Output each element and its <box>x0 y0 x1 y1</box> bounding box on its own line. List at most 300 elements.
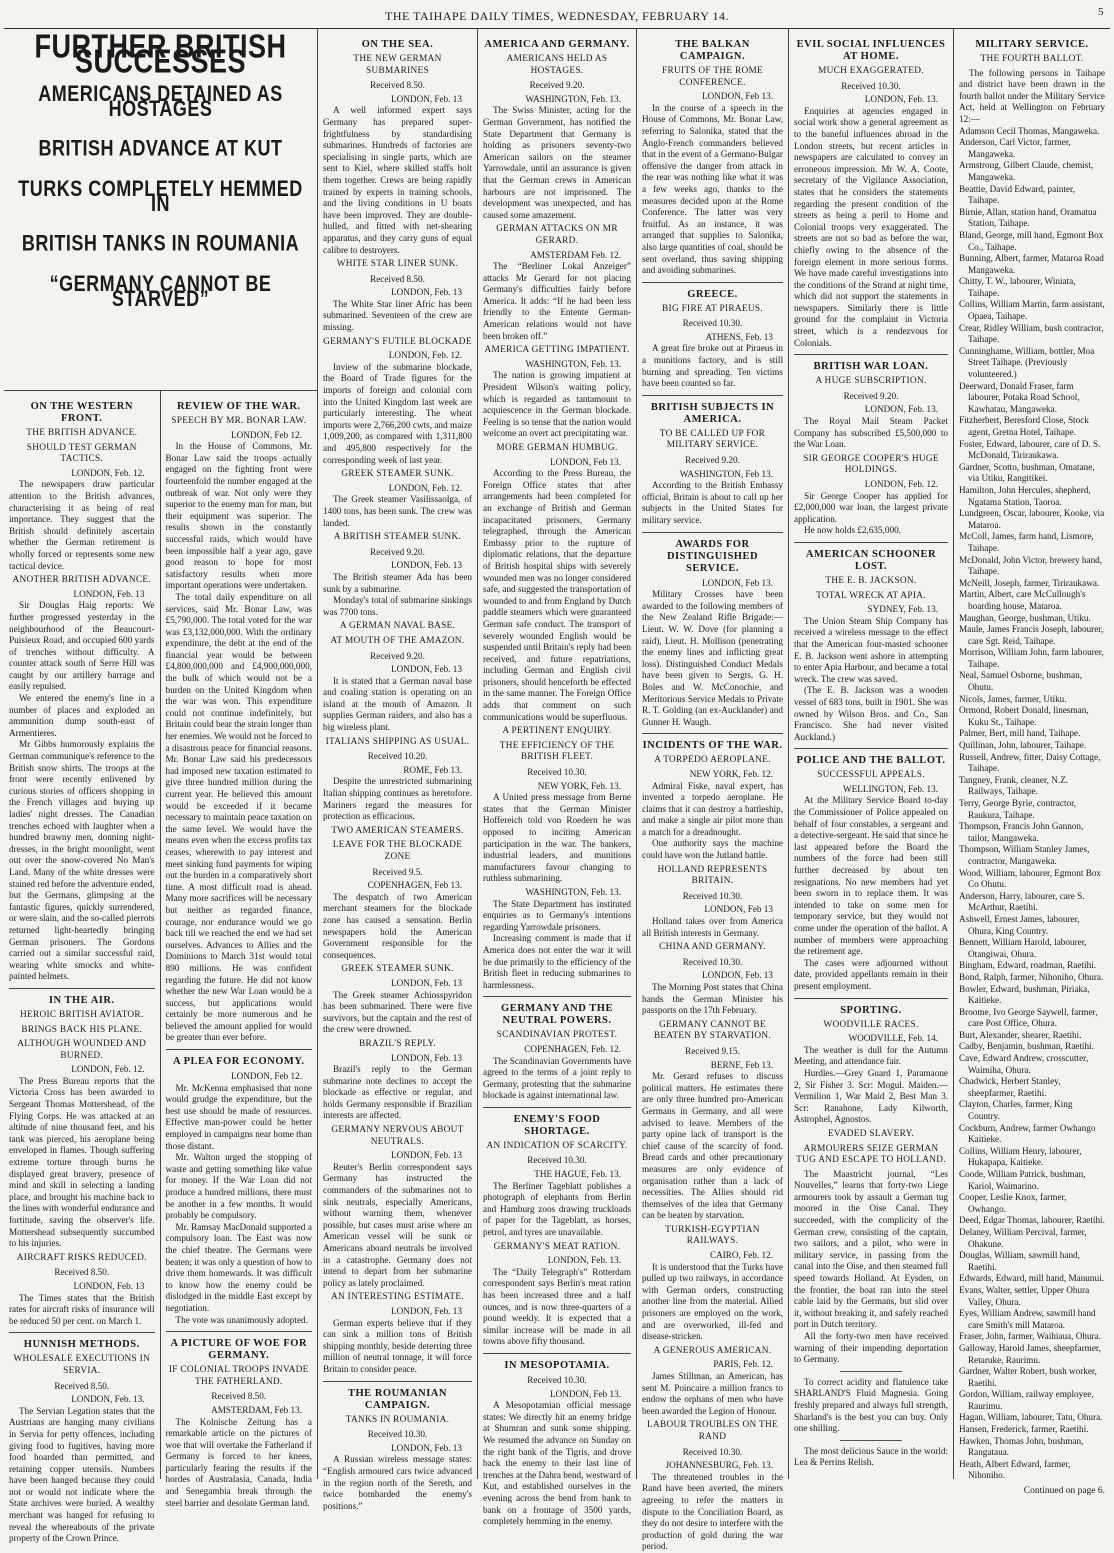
ballot-name-entry: Thompson, William Stanley James, contractor, Mangaweka. <box>959 844 1090 866</box>
received-time: Received 10.30. <box>682 890 743 901</box>
paragraph: Sir Douglas Haig reports: We further progressed yesterday in the neighbourhood of the Beaucourt-Puisieux Road, and occupied 600 yards of trenches without difficulty. A counter attack south of Serre Hill was caught by our artillery barrage and easily repulsed. <box>9 600 155 692</box>
divider <box>9 988 155 989</box>
ballot-name-entry: Gordon, William, railway employee, Raurimu. <box>959 1389 1094 1411</box>
article-heading: A PICTURE OF WOE FOR GERMANY. <box>170 1338 308 1362</box>
article-heading: HUNNISH METHODS. <box>23 1339 140 1351</box>
paragraph: Increasing comment is made that if America does not enter the war it will be due primarily to the efficiency of the British fleet in reducing submarines to harmlessness. <box>483 933 631 990</box>
paragraph: Holland takes over from America all British interests in Germany. <box>642 916 783 938</box>
ballot-name-entry: Fraser, John, farmer, Waihiaua, Ohura. <box>959 1331 1101 1342</box>
dateline: LONDON, Feb. 13 <box>391 1150 462 1161</box>
ballot-name-entry: Neal, Samuel Osborne, bushman, Ohutu. <box>959 670 1082 693</box>
page-number: 5 <box>1098 6 1104 18</box>
subheading: THE NEW GERMAN SUBMARINES <box>353 54 442 76</box>
subheading: TANKS IN ROUMANIA. <box>345 1414 450 1425</box>
ballot-name-entry: Armstrong, Gilbert Claude, chemist, Mangaweka. <box>959 160 1094 182</box>
ballot-name-entry: Hamilton, John Hercules, shepherd, Ngatama Station, Taoroa. <box>959 484 1091 507</box>
dateline: LONDON, Feb 13. <box>702 91 773 102</box>
article-heading: A PLEA FOR ECONOMY. <box>172 1056 305 1068</box>
dateline: LONDON, Feb. 13 <box>391 560 462 571</box>
ballot-name-entry: Hansen, Frederick, farmer, Raetihi. <box>959 1424 1089 1435</box>
subheading: GERMANY CANNOT BE BEATEN BY STARVATION. <box>653 1019 772 1042</box>
received-time: Received 9.20. <box>370 546 425 557</box>
dateline: LONDON, Feb. 13 <box>73 588 145 599</box>
dateline: CAIRO, Feb. 12. <box>709 1250 773 1261</box>
ballot-name-entry: Wood, William, labourer, Egmont Box Co Ohutu. <box>959 867 1102 890</box>
subheading: A HUGE SUBSCRIPTION. <box>815 376 927 387</box>
ballot-name-entry: Burt, Alexander, shearer, Raetihi. <box>959 1029 1082 1040</box>
received-time: Received 10.30. <box>682 956 743 967</box>
divider <box>9 1332 155 1333</box>
paragraph: The despatch of two American merchant steamers for the blockade zone has caused a sensation. Berlin newspapers hold the American Government responsible for the consequences. <box>323 891 472 960</box>
dateline: AMSTERDAM, Feb 13. <box>211 1404 302 1415</box>
received-time: Received 8.50. <box>54 1380 110 1391</box>
subheading: A TORPEDO AEROPLANE. <box>654 755 771 766</box>
ballot-name-entry: Thompson, Francis John Gannon, tailor, Mangaweka. <box>959 821 1084 843</box>
ballot-name-entry: Eyes, William Andrew, sawmill hand care Smith's mill Mataroa. <box>959 1308 1096 1330</box>
paragraph: It is stated that a German naval base and coaling station is operating on an island at the mouth of Amazon. It supplies German raiders, and also has a big wireless plant. <box>323 675 472 733</box>
received-time: Received 10.20. <box>367 751 428 762</box>
column-america-germany <box>478 29 637 1527</box>
subheading: MUCH EXAGGERATED. <box>818 66 924 76</box>
ballot-name-entry: Douglas, William, sawmill hand, Raetihi. <box>959 1250 1080 1272</box>
paragraph: The following persons in Taihape and district have been drawn in the fourth ballot under the Military Service Act, held at Wellington on February 12:— <box>959 67 1105 124</box>
dateline: LONDON, Feb. 13. <box>71 1394 145 1405</box>
paragraph: The Berliner Tageblatt publishes a photograph of elephants from Berlin and Hamburg zoos drawing truckloads of paper for the Tageblatt, as horses, petrol, and tyres are unavailable. <box>483 1180 631 1238</box>
subheading: WHITE STAR LINER SUNK. <box>336 259 459 270</box>
ballot-name-entry: Cunninghame, William, bottler, Moa Street Taihape. (Previously volunteered.) <box>959 345 1095 380</box>
paragraph: Despite the unrestricted submarining Italian shipping continues as heretofore. Mariners regard the measures for protection as efficacious. <box>323 776 472 822</box>
ballot-name-entry: Cadby, Benjamin, bushman, Raetihi. <box>959 1041 1094 1052</box>
divider <box>794 354 948 355</box>
dateline: LONDON, Feb 13 <box>704 904 773 915</box>
paragraph: A Russian wireless message states: “English armoured cars twice advanced in the region north of the Sereth, and twice bombarded the enemy's positions.” <box>323 1454 472 1511</box>
subheading: GERMANY'S FUTILE BLOCKADE <box>323 336 472 347</box>
subheading: AMERICA GETTING IMPATIENT. <box>484 345 630 356</box>
paragraph: Brazil's reply to the German submarine note declines to accept the blockade as effective or regular, and holds Germany responsible if Brazilian interests are affected. <box>323 1064 472 1121</box>
column-review-of-war <box>161 391 318 1508</box>
subheading: BRAZIL'S REPLY. <box>359 1038 436 1049</box>
subheading: MORE GERMAN HUMBUG. <box>496 443 618 453</box>
subheading: THE E. B. JACKSON. <box>825 575 917 586</box>
subheading: AN INTERESTING ESTIMATE. <box>331 1292 464 1303</box>
subheading: A PERTINENT ENQUIRY. <box>502 726 612 737</box>
paragraph: The vote was unanimously adopted. <box>175 1314 308 1325</box>
divider <box>840 1440 902 1441</box>
masthead <box>4 4 1110 29</box>
article-heading: MILITARY SERVICE. <box>975 39 1089 50</box>
article-heading: REVIEW OF THE WAR. <box>176 401 301 412</box>
paragraph: The Morning Post states that China hands the German Minister his passports on the 17th February. <box>642 982 783 1016</box>
dateline: LONDON, Feb. 13. <box>547 1255 621 1266</box>
ballot-name-entry: Beattie, David Edward, painter, Taihape. <box>959 183 1075 206</box>
dateline: LONDON, Feb 13. <box>550 1388 621 1399</box>
paragraph: The White Star liner Afric has been submarined. Seventeen of the crew are missing. <box>323 298 472 333</box>
divider <box>483 1107 631 1108</box>
received-time: Received 9.20. <box>843 390 899 401</box>
ballot-name-entry: Bennett, William Harold, labourer, Otangiwai, Ohura. <box>959 937 1087 959</box>
dateline: LONDON, Feb. 13 <box>391 1052 462 1063</box>
ballot-name-entry: Gardner, Scotto, bushman, Omatane, via Utiku, Rangitikei. <box>959 461 1095 484</box>
paragraph: James Stillman, an American, has sent M. Poincaire a million francs to endow the orphans of men who have been awarded the Legion of Honour. <box>642 1371 783 1416</box>
ballot-name-entry: Maule, James Francis Joseph, labourer, care Sgt. Reid, Taihape. <box>959 624 1104 646</box>
column-on-the-sea <box>318 29 478 1511</box>
dateline: LONDON, Feb. 12. <box>864 479 938 489</box>
paragraph: A great fire broke out at Piraeus in a munitions factory, and is still burning and spreading. Ten victims have been counted so far. <box>642 343 783 389</box>
article-heading: BRITISH SUBJECTS IN AMERICA. <box>650 401 775 425</box>
subheading: FRUITS OF THE ROME CONFERENCE. <box>661 66 764 88</box>
divider <box>794 748 948 749</box>
subheading: AT MOUTH OF THE AMAZON. <box>330 635 465 646</box>
paragraph: The Greek steamer Vasilissaolga, of 1400 tons, has been sunk. The crew was landed. <box>323 494 472 528</box>
article-heading: POLICE AND THE BALLOT. <box>796 755 946 767</box>
ballot-name-entry: Palmer, Bert, mill hand, Taihape. <box>959 728 1081 739</box>
subheading: ANOTHER BRITISH ADVANCE. <box>12 575 151 586</box>
paragraph: The “Berliner Lokal Anzeiger” attacks Mr Gerard for not placing Germany's difficulties fairly before America. It adds: “If he had been less friendly to the Entente German-American relations would not have been broken off.” <box>483 261 631 341</box>
article-heading: AMERICA AND GERMANY. <box>484 39 630 50</box>
paragraph: The Swiss Minister, acting for the German Government, has notified the State Department that Germany is holding as prisoners seventy-two American sailors on the steamer Yarrowdale, until an assurance is given that the German crews in American harbours are not imprisoned. The development was unexpected, and has caused some amazement. <box>483 105 631 220</box>
paragraph: At the Military Service Board to-day the Commissioner of Police appealed on behalf of four constables, a sergeant and a detective-sergeant. He said that since he last appeared before the Board the numbers of the force had been still further decreased by about ten resignations. No new members had yet been sworn in to replace them. It was intended to take on some men for temporary service, but they would not come under the operation of the ballot. A number of members were approaching the retirement age. <box>794 795 948 957</box>
received-time: Received 10.30. <box>682 1446 743 1457</box>
ballot-name-entry: McNeill, Joseph, farmer, Tiriraukawa. <box>959 577 1100 588</box>
ballot-name-entry: Bowler, Edward, bushman, Piriaka, Kaitieke. <box>959 983 1090 1006</box>
paragraph: A Mesopotamian official message states: We directly hit an enemy bridge at Shumran and sunk some shipping. We resumed the advance on Sunday on the right bank of the Tigris, and drove back the enemy to their last line of trenches at the Dahra bend, westward of Kut, and established ourselves in the evening across the bend from bank to bank on a frontage of 3500 yards, completely hemming in the enemy. <box>483 1400 631 1527</box>
article-heading: EVIL SOCIAL INFLUENCES AT HOME. <box>796 39 946 62</box>
subheading: GERMAN ATTACKS ON MR GERARD. <box>496 224 618 246</box>
headline-main: FURTHER BRITISH SUCCESSES <box>34 27 287 80</box>
dateline: THE HAGUE, Feb. 13. <box>534 1169 621 1180</box>
dateline: LONDON, Feb. 13 <box>391 664 462 675</box>
received-time: Received 10.30. <box>527 1374 587 1385</box>
dateline: COPENHAGEN, Feb 13. <box>367 880 462 891</box>
headline-block <box>4 29 317 391</box>
paragraph: Monday's total of submarine sinkings was 7700 tons. <box>323 595 472 617</box>
divider <box>794 542 948 543</box>
column-social-influences <box>789 29 954 1479</box>
ballot-name-entry: Evans, Walter, settler, Upper Ohura Valley, Ohura. <box>959 1284 1090 1307</box>
ballot-name-list <box>959 126 1105 1482</box>
divider <box>642 733 783 734</box>
subheading: ARMOURERS SEIZE GERMAN TUG AND ESCAPE TO HOLLAND. <box>796 1143 946 1166</box>
dateline: LONDON, Feb. 12. <box>71 1064 145 1075</box>
subheading: LABOUR TROUBLES ON THE RAND <box>647 1420 778 1442</box>
ballot-name-entry: Anderson, Harry, labourer, care S. McArthur, Raetihi. <box>959 890 1085 913</box>
paragraph: It is understood that the Turks have pulled up two railways, in accordance with German orders, constructing another line from the material. Allied prisoners are employed on the work, and are overworked, ill-fed and disease-stricken. <box>642 1261 783 1342</box>
dateline: PARIS, Feb. 12. <box>713 1359 773 1370</box>
paragraph: The Times states that the British rates for aircraft risks of insurance will be reduced 50 per cent. on March 1. <box>9 1292 155 1326</box>
paragraph: The nation is growing impatient at President Wilson's waiting policy, which is regarded as tantamount to acquiescence in the German blockade. Feeling is so tense that the nation would welcome an overt act precipitating war. <box>483 370 631 439</box>
article-heading: THE ROUMANIAN CAMPAIGN. <box>348 1387 447 1411</box>
divider <box>483 996 631 997</box>
ballot-name-entry: Cave, Edward Andrew, crosscutter, Waimiha, Ohura. <box>959 1053 1089 1075</box>
article-heading: THE BALKAN CAMPAIGN. <box>675 39 750 62</box>
divider <box>166 1331 313 1332</box>
divider <box>642 395 783 396</box>
paragraph: Enquiries at agencies engaged in social work show a general agreement as to the baneful influences abroad in the London streets, but recent articles in newspapers are calculated to convey an erroneous impression. Mr W. A. Coote, secretary of the Vigilance Association, states that he considers the statements regarding the present condition of the streets as being a peril to Home and Colonial troops very exaggerated. The streets are not so bad as before the war, chiefly owing to the absence of the foreign element in more serious forms. We have made careful investigations into the conditions of the Strand at night time, which did not support the statements in newspapers. Similarly there is little ground for the complaint in Victoria street, which is a rendezvous for Colonials. <box>794 105 948 348</box>
subheading: A GERMAN NAVAL BASE. <box>339 621 456 632</box>
headline-deck: AMERICANS DETAINED AS HOSTAGES <box>38 81 283 121</box>
paragraph: Mr Gibbs humorously explains the German communique's reference to the British snow shirts. The troops at the front were recently enlivened by curious stories of officers shopping in the French villages and buying up ladies' night dresses. The Canadian trenches echoed with laughter when a hundred brawny men, donning night-dresses, in the bright moonlight, went out over the snow-covered No Man's Land. Many of the white dresses were stained red before the adventure ended, but the Germans, glimpsing at the fantastic figures, quickly surrendered, or were slain, and the so-called pierrots returned light-heartedly bringing German prisoners. The Gordons carried out a similar successful raid, wearing white smocks and white-painted helmets. <box>9 739 155 982</box>
subheading: TWO AMERICAN STEAMERS. <box>331 825 464 836</box>
subheading: SIR GEORGE COOPER'S HUGE HOLDINGS. <box>803 453 939 476</box>
subheading: CHINA AND GERMANY. <box>659 942 766 953</box>
subheading: WOODVILLE RACES. <box>823 1019 919 1030</box>
ballot-name-entry: Martin, Albert, care McCullough's boarding house, Mataroa. <box>959 589 1086 611</box>
headline-deck: “GERMANY CANNOT BE STARVED” <box>49 270 272 311</box>
column-military-service <box>954 29 1110 1497</box>
paragraph: According to the Press Bureau, the Foreign Office states that after arrangements had been completed for an exchange of British and German incapacitated prisoners, Germany telegraphed, through the American Embassy prior to the rupture of diplomatic relations, that the departure of British hospital ships with severely wounded men was no longer considered safe, and suggested the transportation of wounded to and from England by Dutch paddle steamers which were guaranteed German safe conduct. The transport of severely wounded English would be suspended until Britain's reply had been received, and future repatriations, including German and English civil prisoners, should henceforth be effected in the same manner. The Foreign Office adds that comment on such communications would be superfluous. <box>483 468 631 722</box>
column-balkan-campaign <box>637 29 789 1552</box>
subheading: A GENEROUS AMERICAN. <box>653 1345 772 1356</box>
article-heading: SPORTING. <box>840 1004 902 1016</box>
paragraph: The Scandinavian Governments have agreed to the terms of a joint reply to Germany, protesting that the submarine blockade is against international law. <box>483 1055 631 1101</box>
article-heading: GREECE. <box>687 288 738 300</box>
paragraph: Mr. Gerard refuses to discuss political matters. He estimates there are only three hundred pro-American Germans in Germany, and all were advised to leave. Members of the party opine lack of transport is the chief cause of the scarcity of food. Bread cards and other precautionary measures are only evidence of organisation rather than a lack of necessities. The Allies should rid themselves of the idea that Germany can be beaten by starvation. <box>642 1071 783 1221</box>
paragraph: We entered the enemy's line in a number of places and exploded an ammunition dump south-east of Armentieres. <box>9 693 155 738</box>
paragraph: The newspapers draw particular attention to the British advances, characterising it as being of real importance. They suggest that the British should definitely ascertain whether the German retirement is wholly forced or represents some new tactical device. <box>9 479 155 571</box>
dateline: WASHINGTON, Feb 13. <box>679 468 773 479</box>
subheading: THE FOURTH BALLOT. <box>980 54 1084 64</box>
paragraph: The British steamer Ada has been sunk by a submarine. <box>323 571 472 594</box>
ballot-name-entry: Ormond, Robert Donald, linesman, Kuku St., Taihape. <box>959 705 1089 727</box>
ballot-name-entry: Gardner, Walter Robert, bush worker, Raetihi. <box>959 1366 1097 1388</box>
ballot-name-entry: Edwards, Edward, mill hand, Manunui. <box>959 1273 1104 1284</box>
ballot-name-entry: Quillinan, John, labourer, Taihape. <box>959 740 1087 751</box>
ballot-name-entry: Cooper, Leslie Knox, farmer, Owhango. <box>959 1192 1067 1214</box>
received-time: Received 8.50. <box>211 1391 267 1402</box>
received-time: Received 9.20. <box>529 80 585 91</box>
paragraph: Reuter's Berlin correspondent says Germany has instructed the commanders of the submarines not to sink neutrals, especially Americans, without warning them, whenever possible, but cases must arise where an American vessel will be sunk or Americans aboard neutrals be involved in a catastrophe. Germany does not intend to depart from her submarine policy as lately proclaimed. <box>323 1161 472 1288</box>
ballot-name-entry: Chitty, T. W., labourer, Winiata, Taihape. <box>959 276 1076 298</box>
ballot-name-entry: Collins, William Martin, farm assistant, Opaea, Taihape. <box>959 299 1105 322</box>
subheading: AMERICANS HELD AS HOSTAGES. <box>506 54 608 76</box>
advertisement: To correct acidity and flatulence take SHARLAND'S Fluid Magnesia. Going freshly prepared and always full strength, Sharland's is the best you can buy. Only one shilling. <box>794 1376 948 1434</box>
dateline: LONDON, Feb 12. <box>231 1071 302 1082</box>
paragraph: He now holds £2,635,000. <box>804 525 901 536</box>
subheading: EVADED SLAVERY. <box>827 1128 915 1139</box>
paragraph: The Kolnische Zeitung has a remarkable article on the pictures of woe that will overtake the Fatherland if Germany is forced to her knees, particularly fearing the results if the hordes of Australasia, Canada, India and Senegambia break through the steel barrier and desolate German land. <box>165 1416 312 1508</box>
subheading: ALTHOUGH WOUNDED AND BURNED. <box>17 1039 147 1061</box>
subheading: TURKISH-EGYPTIAN RAILWAYS. <box>665 1224 760 1247</box>
ballot-name-entry: Deerward, Donald Fraser, farm labourer, Potaka Road School, Kawhatau, Mangaweka. <box>959 380 1080 414</box>
subheading: ITALIANS SHIPPING AS USUAL. <box>325 736 470 747</box>
lead-story-column <box>4 27 318 1544</box>
dateline: SYDNEY, Feb. 13. <box>867 604 938 615</box>
subheading: HOLLAND REPRESENTS BRITAIN. <box>657 864 768 887</box>
continued-note: Continued on page 6. <box>1023 1486 1105 1497</box>
ballot-name-entry: Cockburn, Andrew, farmer Owhango Kaitieke. <box>959 1122 1096 1145</box>
dateline: NEW YORK, Feb. 12. <box>689 768 773 779</box>
paragraph: The Maastricht journal, “Les Nouvelles,” learns that forty-two Liege armourers took by assault a German tug moored in the Oise Canal. They succeeded, with the complicity of the German crew, consisting of the captain, two sailors, and a pilot, who were in military service, in passing from the canal into the Oise, and then steamed full speed towards Holland. At Eysden, on the frontier, the boat ran into the steel cable laid by the Germans, but slid over it, without breaking it, and safely reached port in Dutch territory. <box>794 1168 948 1330</box>
ballot-name-entry: Bond, Ralph, farmer, Nihoniho, Ohura. <box>959 971 1104 982</box>
paragraph: One authority says the machine could have won the Jutland battle. <box>642 838 783 861</box>
received-time: Received 10.30. <box>527 1155 587 1166</box>
dateline: WOODVILLE, Feb. 14. <box>848 1033 938 1044</box>
masthead-title: THE TAIHAPE DAILY TIMES, WEDNESDAY, FEBRUARY 14. <box>385 8 729 23</box>
ballot-name-entry: Coode, William Patrick, bushman, Kariol, Waimarino. <box>959 1169 1086 1191</box>
paragraph: The weather is dull for the Autumn Meeting, and attendance fair. <box>794 1044 948 1067</box>
ballot-name-entry: Tangney, Frank, cleaner, N.Z. Railways, Taihape. <box>959 774 1069 797</box>
ballot-name-entry: Crear, Ridley William, bush contractor, Taihape. <box>959 322 1104 345</box>
ballot-name-entry: Bland, George, mill hand, Egmont Box Co., Taihape. <box>959 229 1104 252</box>
ballot-name-entry: Hawken, Thomas John, bushman, Rangataua. <box>959 1435 1084 1458</box>
subheading: BRINGS BACK HIS PLANE. <box>21 1024 143 1035</box>
ballot-name-entry: Delaney, William Percival, farmer, Ohakune. <box>959 1226 1087 1249</box>
subheading: SUCCESSFUL APPEALS. <box>817 770 925 781</box>
columns <box>4 27 1110 1552</box>
divider <box>323 1381 472 1382</box>
ballot-name-entry: Collins, William Henry, labourer, Hukapapa, Kaitieke. <box>959 1145 1082 1168</box>
dateline: LONDON, Feb. 13 <box>391 287 462 298</box>
ballot-name-entry: Morrison, William John, farm labourer, Taihape. <box>959 647 1104 669</box>
paragraph: The Royal Mail Steam Packet Company has subscribed £5,500,000 to the War Loan. <box>794 416 948 450</box>
article-heading: ON THE WESTERN FRONT. <box>30 401 133 424</box>
subheading: WHOLESALE EXECUTIONS IN SERVIA. <box>13 1354 151 1376</box>
paragraph: In the House of Commons, Mr. Bonar Law said the troops actually engaged on the fighting front were fourteenfold the number engaged at the outbreak of war. Not only were they superior to the enemy man for man, but their equipment was superior. The results shown in the constantly successful raids, which would have been impossible half a year ago, gave good reason to hope for most satisfactory results when more important operations were undertaken. <box>165 441 312 591</box>
paragraph: All the forty-two men have received warning of their impending deportation to Germany. <box>794 1331 948 1365</box>
ballot-name-entry: McDonald, John Victor, brewery hand, Taihape. <box>959 554 1103 577</box>
subheading: GERMANY NERVOUS ABOUT NEUTRALS. <box>331 1125 464 1147</box>
dateline: LONDON, Feb 13. <box>702 577 773 588</box>
ballot-name-entry: Broome, Ivo George Saywell, farmer, care Post Office, Ohura. <box>959 1006 1098 1029</box>
subheading: GERMANY'S MEAT RATION. <box>493 1241 621 1252</box>
subheading: HEROIC BRITISH AVIATOR. <box>19 1009 144 1020</box>
ballot-name-entry: Anderson, Carl Victor, farmer, Mangaweka. <box>959 137 1071 159</box>
article-heading: ENEMY'S FOOD SHORTAGE. <box>513 1113 601 1137</box>
paragraph: The Servian Legation states that the Austrians are hanging many civilians in Servia for petty offences, including giving food to fugitives, having more food hoarded than permitted, and retaining copper utensils. Numbers have been hanged because they could not or would not indicate where the State archives were buried. A wealthy merchant was hanged for refusing to reveal the whereabouts of the private property of the Crown Prince. <box>9 1405 155 1544</box>
dateline: ROME, Feb 13. <box>403 764 462 775</box>
divider <box>642 532 783 533</box>
article-heading: AWARDS FOR DISTINGUISHED SERVICE. <box>666 538 759 574</box>
dateline: LONDON, Feb. 13. <box>864 94 938 105</box>
paragraph: Inview of the submarine blockade, the Board of Trade figures for the imports of foreign and colonial corn into the United Kingdom last week are particularly interesting. The wheat imports were 2,766,200 cwts, and maize 1,009,200, as compared with 1,311,800 and 495,800 respectively for the corresponding week of last year. <box>323 361 472 465</box>
dateline: LONDON, Feb. 13 <box>391 1305 462 1316</box>
dateline: WASHINGTON, Feb. 13. <box>525 358 621 369</box>
dateline: NEW YORK, Feb. 13. <box>537 780 621 791</box>
received-time: Received 9.20. <box>685 455 740 466</box>
paragraph: The “Daily Telegraph's” Rotterdam correspondent says Berlin's meat ration has been increased three and a half ounces, and is now three-quarters of a pound weekly. It is expected that a similar increase will be made in all towns above fifty thousand. <box>483 1266 631 1347</box>
subheading: SCANDINAVIAN PROTEST. <box>496 1030 618 1041</box>
ballot-name-entry: Nicols, James, farmer, Utiku. <box>959 693 1067 704</box>
subheading: TO BE CALLED UP FOR MILITARY SERVICE. <box>659 428 766 451</box>
ballot-name-entry: Adamson Cecil Thomas, Mangaweka. <box>959 125 1100 136</box>
paragraph: German experts believe that if they can sink a million tons of British shipping monthly, beside deterring three million of neutral tonnage, it will force Britain to consider peace. <box>323 1317 472 1374</box>
paragraph: According to the British Embassy official, Britain is about to call up her subjects in the United States for military service. <box>642 480 783 525</box>
dateline: WASHINGTON, Feb. 13. <box>525 93 621 104</box>
divider <box>483 1353 631 1354</box>
ballot-name-entry: Foster, Edward, labourer, care of D. S. McDonald, Tiriraukawa. <box>959 438 1101 461</box>
paragraph: (The E. B. Jackson was a wooden vessel of 683 tons, built in 1901. She was owned by Wilson Bros. and Co., San Francisco. She had never visited Auckland.) <box>794 685 948 742</box>
dateline: BERNE, Feb 13. <box>710 1059 773 1070</box>
column-western-front <box>4 391 161 1544</box>
headline-deck: BRITISH TANKS IN ROUMANIA <box>21 230 300 256</box>
dateline: AMSTERDAM Feb. 12. <box>530 249 621 260</box>
article-heading: GERMANY AND THE NEUTRAL POWERS. <box>501 1003 613 1027</box>
dateline: LONDON, Feb. 13 <box>391 1442 462 1453</box>
article-heading: IN MESOPOTAMIA. <box>504 1359 610 1371</box>
subheading: THE BRITISH ADVANCE. <box>26 428 138 438</box>
dateline: WASHINGTON, Feb. 13. <box>525 886 621 897</box>
dateline: WELLINGTON, Feb. 13. <box>842 783 938 794</box>
paragraph: A United press message from Berne states that the German Minister Hoffereich told von Roedern he was opposed to inciting American participation in the war. The bankers, industrial leaders, and munitions manufacturers favour changing to ruthless submarining. <box>483 792 631 884</box>
ballot-name-entry: Ashwell, Ernest James, labourer, Ohura, King Country. <box>959 913 1080 936</box>
ballot-name-entry: Birnie, Allan, station hand, Oramatua Station, Taihape. <box>959 206 1097 229</box>
dateline: LONDON, Feb. 13. <box>864 404 938 415</box>
paragraph: The cases were adjourned without date, provided appellants remain in their present employment. <box>794 957 948 991</box>
dateline: COPENHAGEN, Feb. 12. <box>524 1043 621 1054</box>
paragraph: The total daily expenditure on all services, said Mr. Bonar Law, was £5,790,000. The total voted for the war was £3,132,000,000. With the ordinary expenditure, the debt at the end of the financial year would be between £4,800,000,000 and £4,900,000,000, the bulk of which would not be a burden on the United Kingdom when the war was won. This expenditure could not continue indefinitely, but Britain could bear the strain longer than her enemies. We would not be forced to a disastrous peace for financial reasons. Mr. Bonar Law said his predecessors had imposed new taxation estimated to give three hundred million during the current year. He believed this amount would be exceeded if it became necessary to maintain peace taxation on the same level. We would have the means even when the excess profits tax ceases, wherewith to pay interest and meet sinking fund payments for wiping out the burden in a comparatively short time. A most difficult road is ahead. Many more sacrifices will be necessary but neither as regarded finance, courage, nor endurance would we go back till we reached the end we had set ourselves. Advances to Allies and the Dominions to March 31st would total 890 millions. He was confident regarding the future. He did not know whether the new War Loan would be a success, but applications would certainly be more numerous and he believed the amount applied for would be greater than ever before. <box>165 591 312 1043</box>
ballot-name-entry: Bingham, Edward, roadman, Raetihi. <box>959 960 1097 971</box>
ballot-name-entry: Russell, Andrew, fitter, Daisy Cottage, Taihape. <box>959 751 1101 774</box>
dateline: LONDON, Feb. 13 <box>702 970 773 981</box>
subheading: IF COLONIAL TROOPS INVADE THE FATHERLAND. <box>168 1365 309 1387</box>
dateline: LONDON, Feb. 12. <box>388 482 462 493</box>
lead-subcolumns <box>4 391 317 1544</box>
received-time: Received 10.30. <box>527 767 587 778</box>
headline-deck: TURKS COMPLETELY HEMMED IN <box>18 175 303 216</box>
paragraph: Hurdles.—Grey Guard 1, Paramaone 2, Sir Fisher 3. Scr: Mogul. Maiden.—Vermilion 1, War Maid 2, Best Man 3. Scr: Ranahone, Lady Kilworth, Astrophel, Agnostos. <box>794 1067 948 1125</box>
dateline: JOHANNESBURG, Feb. 13. <box>665 1460 773 1471</box>
subheading: SHOULD TEST GERMAN TACTICS. <box>26 442 137 465</box>
paragraph: Mr. Walton urged the stopping of waste and getting something like value for money. If the War Loan did not produce a hundred millions, there must be another in a few months. It would probably be compulsory. <box>165 1152 312 1221</box>
paragraph: In the course of a speech in the House of Commons, Mr. Bonar Law, referring to Salonika, stated that the Anglo-French commanders believed that in the event of a Germano-Bulgar offensive the danger from attack in the rear was nothing like what it was a few weeks ago, thanks to the measures decided upon at the Rome Conference. The latter was very fruitful. As an instance, it was arranged that supplies to Salonika, also large quantities of coal, should be sent overland, thus saving shipping and avoiding submarines. <box>642 102 783 276</box>
received-time: Received 10.30. <box>367 1429 428 1440</box>
dateline: LONDON, Feb. 13 <box>391 93 462 104</box>
article-heading: ON THE SEA. <box>361 39 434 50</box>
ballot-name-entry: Maughan, George, bushman, Utiku. <box>959 612 1091 623</box>
ballot-name-entry: McColl, James, farm hand, Lismore, Taihape. <box>959 531 1094 553</box>
paragraph: Military Crosses have been awarded to the following members of the New Zealand Rifle Brigade:—Lieut. W. W. Dove (for planning a raid), Lieut. H. Mollison (penetrating the enemy lines and inflicting great loss). Distinguished Conduct Medals have been given to Sergts. G. H. Boles and W. McConochie, and Meritorious Service Medals to Private R. T. Golding (an ex-Aucklander) and Gunner H. Waugh. <box>642 589 783 727</box>
ballot-name-entry: Lundgreen, Oscar, labourer, Kooke, via Mataroa. <box>959 508 1105 530</box>
dateline: LONDON, Feb 13. <box>550 456 621 467</box>
divider <box>794 998 948 999</box>
subheading: A BRITISH STEAMER SUNK. <box>333 532 462 543</box>
paragraph: A well informed expert says Germany has prepared super-frightfulness by standardising submarines. Hundreds of factories are specialising in single parts, which are sent to Kiel, where skilled staffs bolt them together. Crews are being rapidly trained by experts in training schools, and the living conditions in U boats have been improved. They are double-hulled, and fitted with net-shearing apparatus, and they carry guns of equal calibre to destroyers. <box>323 105 472 255</box>
subheading: GREEK STEAMER SUNK. <box>341 469 454 480</box>
subheading: AN INDICATION OF SCARCITY. <box>486 1140 628 1151</box>
article-heading: AMERICAN SCHOONER LOST. <box>805 548 937 572</box>
received-time: Received 8.50. <box>54 1267 110 1278</box>
received-time: Received 9.5. <box>372 866 423 877</box>
subheading: AIRCRAFT RISKS REDUCED. <box>16 1252 147 1263</box>
paragraph: Mr. McKenna emphasised that none would grudge the expenditure, but the best use should be made of resources. Effective man-power could be better employed in campaigns near home than those distant. <box>165 1082 312 1151</box>
dateline: LONDON, Feb. 12. <box>71 467 145 478</box>
subheading: SPEECH BY MR. BONAR LAW. <box>171 416 307 426</box>
received-time: Received 8.50. <box>370 273 425 284</box>
received-time: Received 10.30. <box>841 80 901 91</box>
ballot-name-entry: Galloway, Harold James, sheepfarmer, Retaruke, Raurimu. <box>959 1342 1101 1365</box>
received-time: Received 10.30. <box>682 318 743 329</box>
dateline: LONDON, Feb 12. <box>231 429 302 440</box>
advertisement: The most delicious Sauce in the world: Lea & Perrins Relish. <box>794 1445 948 1468</box>
ballot-name-entry: Bunning, Albert, farmer, Mataroa Road Mangaweka. <box>959 253 1104 275</box>
paragraph: The Union Steam Ship Company has received a wireless message to the effect that the American four-masted schooner E. B. Jackson went ashore in attempting to enter Apia Harbour, and became a total wreck. The crew was saved. <box>794 615 948 684</box>
received-time: Received 9.15. <box>685 1045 740 1056</box>
paragraph: Sir George Cooper has applied for £2,000,000 war loan, the largest private application. <box>794 490 948 524</box>
paragraph: Admiral Fiske, naval expert, has invented a torpedo aeroplane. He claims that it can destroy a battleship, and make a single air pilot more than a match for a dreadnought. <box>642 780 783 837</box>
received-time: Received 8.50. <box>370 80 425 91</box>
paragraph: Mr. Ramsay MacDonald supported a compulsory loan. The East was now the chief theatre. The Germans were beaten; it was only a question of how to drive them homewards. It was difficult to know how the enemy could be dislodged in the middle East except by negotiation. <box>165 1221 312 1313</box>
dateline: LONDON, Feb. 12. <box>388 350 462 361</box>
divider <box>840 1371 902 1372</box>
headline-deck: BRITISH ADVANCE AT KUT <box>38 135 283 161</box>
ballot-name-entry: Terry, George Byrie, contractor, Raukura, Taihape. <box>959 798 1077 820</box>
ballot-name-entry: Heath, Albert Edward, farmer, Nihoniho. <box>959 1458 1071 1481</box>
subheading: THE EFFICIENCY OF THE BRITISH FLEET. <box>499 740 615 763</box>
ballot-name-entry: Hagan, William, labourer, Tatu, Ohura. <box>959 1412 1103 1423</box>
received-time: Received 9.20. <box>370 650 425 661</box>
paragraph: The threatened troubles in the Rand have been averted, the miners agreeing to refer the matters in dispute to the Conciliation Board, as they do not desire to interfere with the production of gold during the war period. <box>642 1471 783 1552</box>
ballot-name-entry: Deed, Edgar Thomas, labourer, Raetihi. <box>959 1215 1105 1226</box>
